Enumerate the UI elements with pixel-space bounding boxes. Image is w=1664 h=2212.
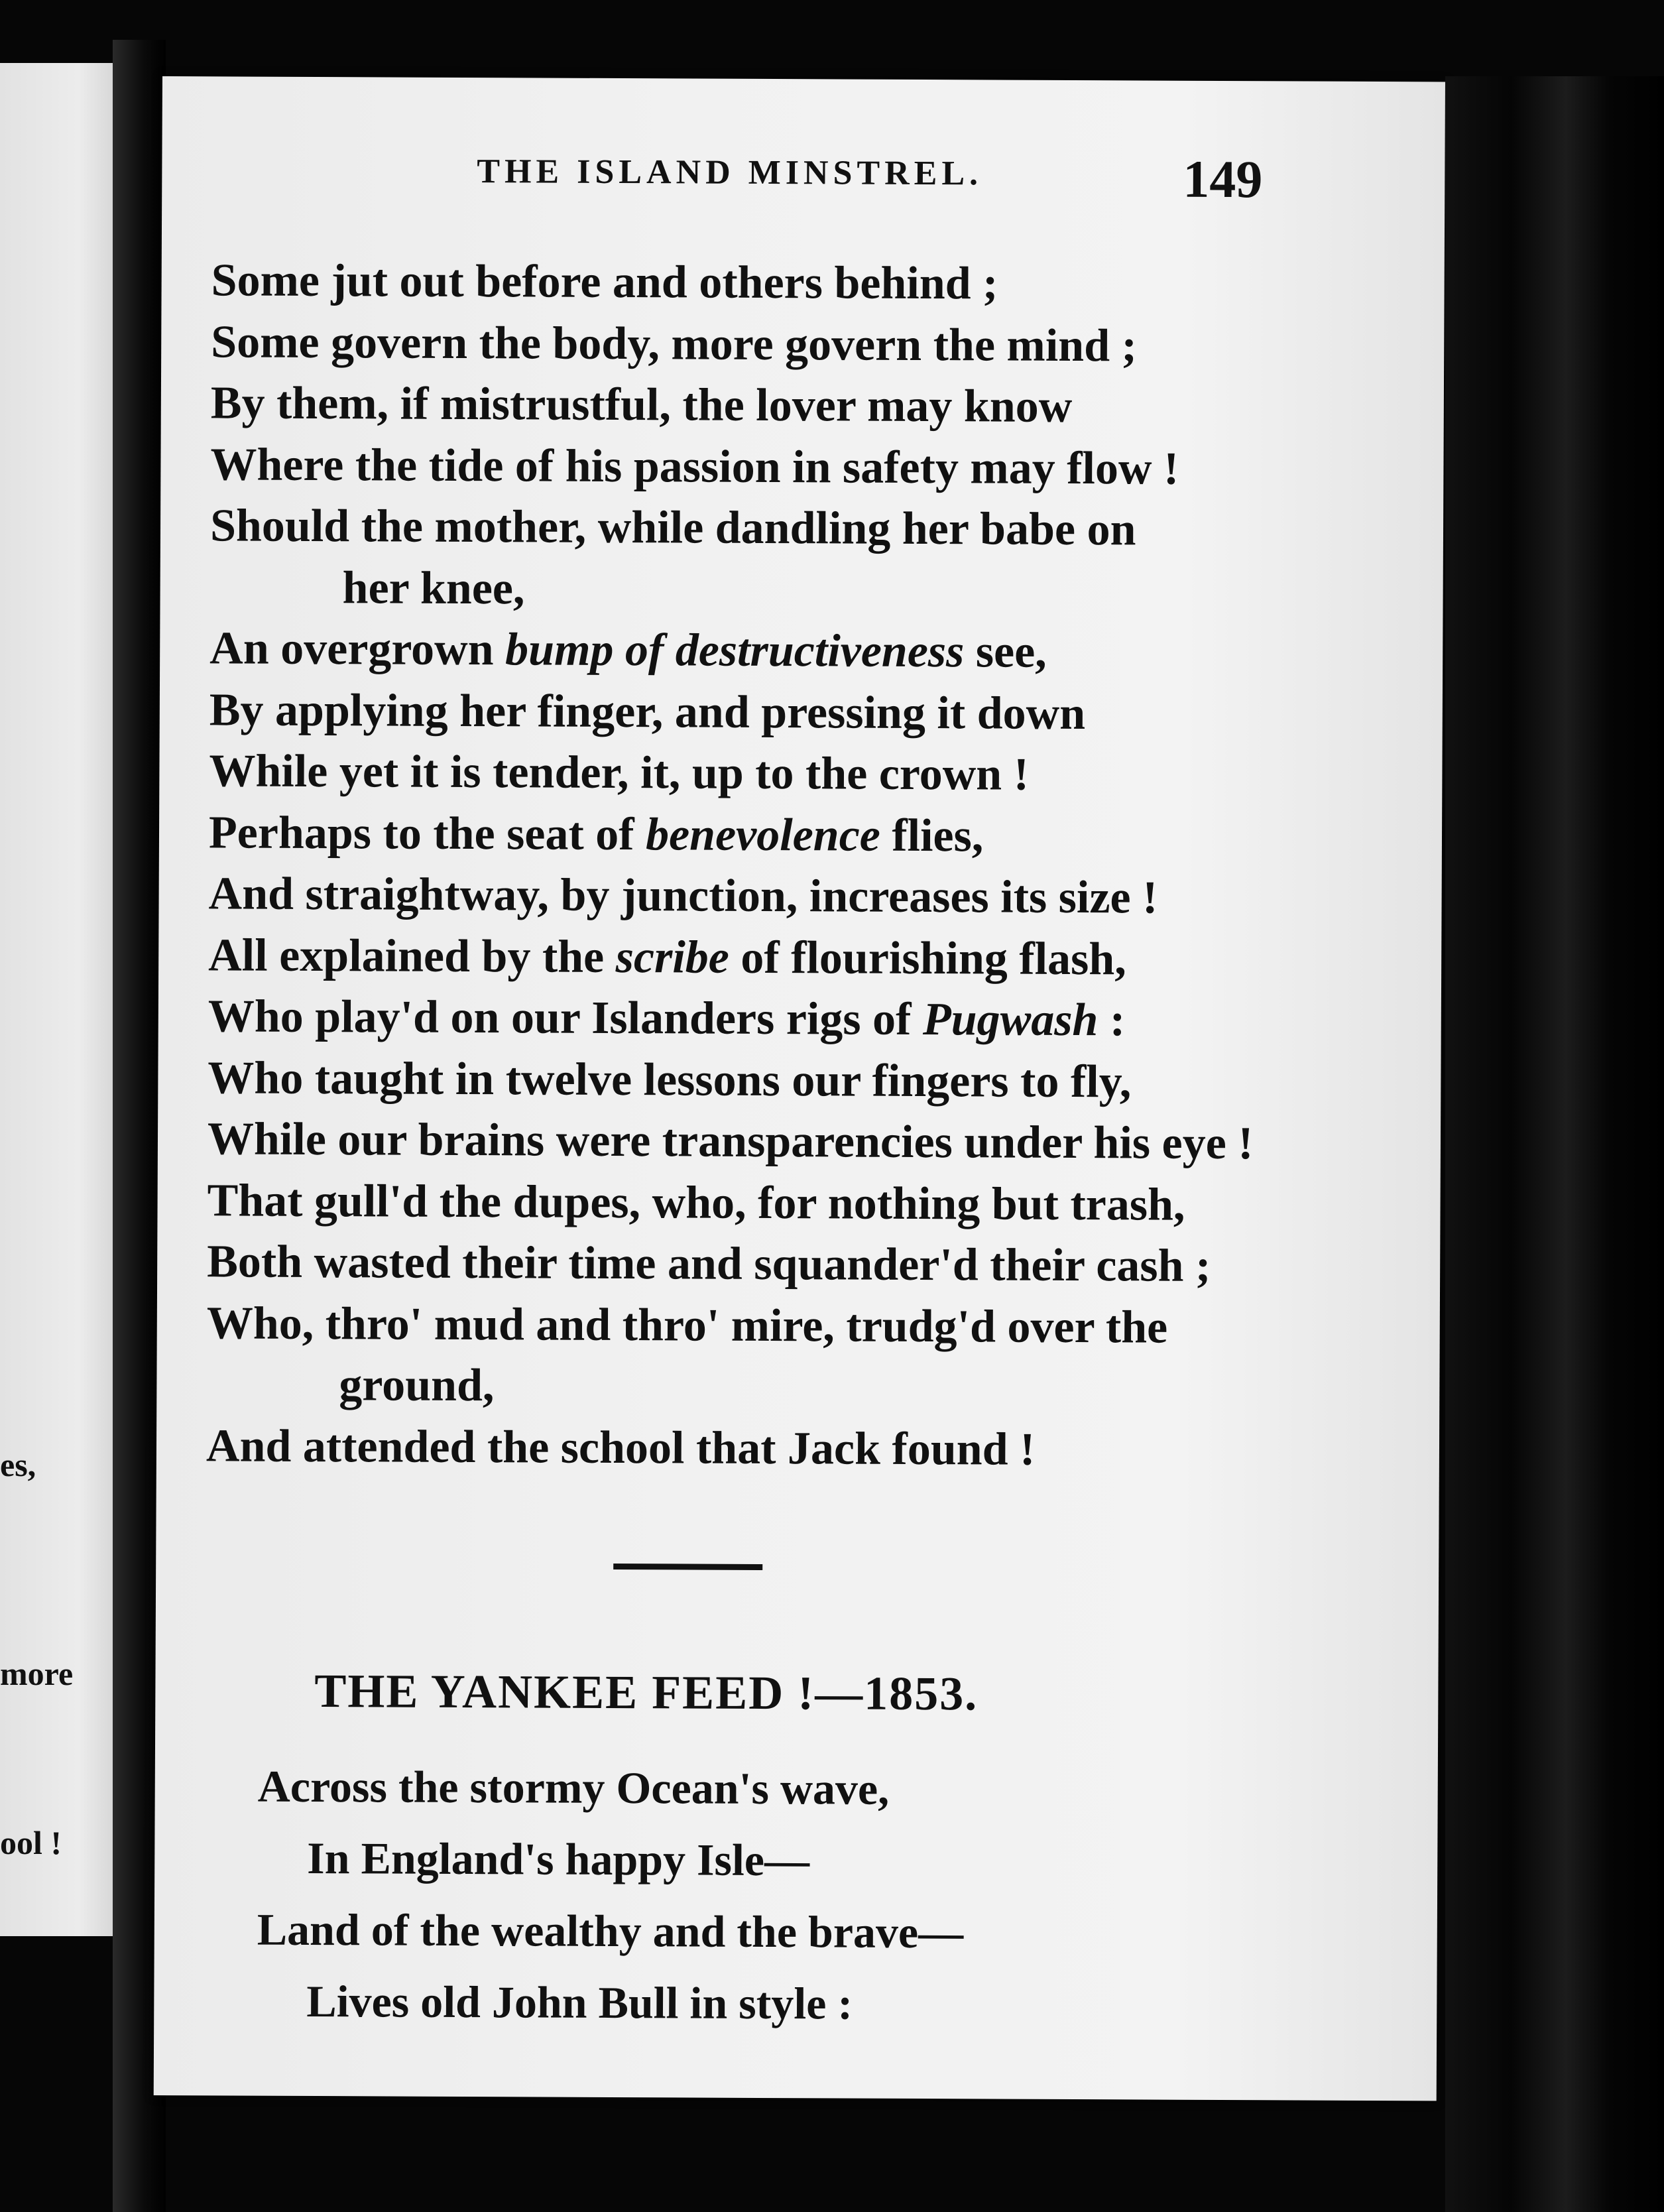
line-text: An overgrown xyxy=(209,623,506,676)
poem-line xyxy=(210,434,1403,501)
page-number: 149 xyxy=(1183,150,1263,210)
poem-line xyxy=(211,250,1404,316)
poem-line xyxy=(209,557,1403,623)
poem-line xyxy=(208,1109,1401,1175)
poem-line xyxy=(208,986,1401,1052)
line-text: Where the tide of his passion in safety may flow ! xyxy=(210,438,1179,495)
book-page xyxy=(154,76,1445,2101)
margin-fragment: more xyxy=(0,1655,74,1692)
line-text: Perhaps to the seat of xyxy=(208,806,646,860)
poem-line xyxy=(206,1354,1399,1420)
running-head: THE ISLAND MINSTREL. xyxy=(477,153,983,193)
margin-fragment: es, xyxy=(0,1446,36,1483)
left-facing-page xyxy=(0,63,113,1936)
poem-line xyxy=(209,741,1402,807)
italic-phrase: Pugwash xyxy=(922,994,1099,1046)
stanza-line: Land of the wealthy and the brave— xyxy=(257,1904,964,1958)
line-text: ground, xyxy=(339,1359,495,1412)
line-text: her knee, xyxy=(342,562,525,614)
line-text: And straightway, by junction, increases its size ! xyxy=(208,868,1158,924)
line-text: Some govern the body, more govern the mind ; xyxy=(211,316,1138,371)
poem-line xyxy=(206,1416,1399,1482)
line-text: flies, xyxy=(880,810,984,861)
line-text: Who taught in twelve lessons our fingers to fly, xyxy=(208,1052,1132,1107)
line-text: While our brains were transparencies under his eye ! xyxy=(207,1113,1254,1170)
line-text: Who play'd on our Islanders rigs of xyxy=(208,991,923,1046)
poem-text xyxy=(206,250,1405,1482)
page-edge-shadow xyxy=(1445,76,1664,2212)
line-text: While yet it is tender, it, up to the crown ! xyxy=(209,745,1030,800)
poem-line xyxy=(208,925,1401,991)
poem-line xyxy=(211,312,1404,378)
line-text: Both wasted their time and squander'd their cash ; xyxy=(207,1236,1211,1292)
italic-phrase: benevolence xyxy=(645,808,880,861)
stanza-line: Lives old John Bull in style : xyxy=(306,1975,853,2029)
margin-fragment: ool ! xyxy=(0,1824,62,1861)
poem-line xyxy=(209,680,1403,746)
line-text: All explained by the xyxy=(208,929,616,983)
poem-line xyxy=(207,1170,1400,1237)
line-text: By them, if mistrustful, the lover may know xyxy=(210,377,1073,432)
stanza-line: In England's happy Isle— xyxy=(307,1832,810,1886)
poem-line xyxy=(210,495,1403,562)
stanza-line: Across the stormy Ocean's wave, xyxy=(257,1760,890,1814)
poem-line xyxy=(208,863,1401,930)
poem-line xyxy=(209,618,1403,684)
line-text: see, xyxy=(964,626,1047,678)
italic-phrase: bump of destructiveness xyxy=(505,624,965,678)
line-text: Some jut out before and others behind ; xyxy=(211,255,998,310)
poem-line xyxy=(207,1231,1400,1298)
poem-title: THE YANKEE FEED !—1853. xyxy=(314,1664,979,1721)
poem-line xyxy=(207,1293,1400,1359)
line-text: : xyxy=(1098,995,1126,1046)
line-text: And attended the school that Jack found ! xyxy=(206,1420,1036,1475)
section-divider-rule xyxy=(613,1564,762,1570)
poem-line xyxy=(209,802,1402,869)
line-text: By applying her finger, and pressing it down xyxy=(209,684,1086,739)
poem-line xyxy=(211,373,1404,439)
line-text: Who, thro' mud and thro' mire, trudg'd over the xyxy=(206,1297,1168,1353)
line-text: Should the mother, while dandling her babe on xyxy=(209,500,1136,556)
poem-stanza xyxy=(257,1751,1319,2042)
line-text: That gull'd the dupes, who, for nothing but trash, xyxy=(207,1174,1185,1231)
line-text: of flourishing flash, xyxy=(729,932,1126,985)
italic-phrase: scribe xyxy=(615,931,729,983)
poem-line xyxy=(208,1048,1401,1114)
